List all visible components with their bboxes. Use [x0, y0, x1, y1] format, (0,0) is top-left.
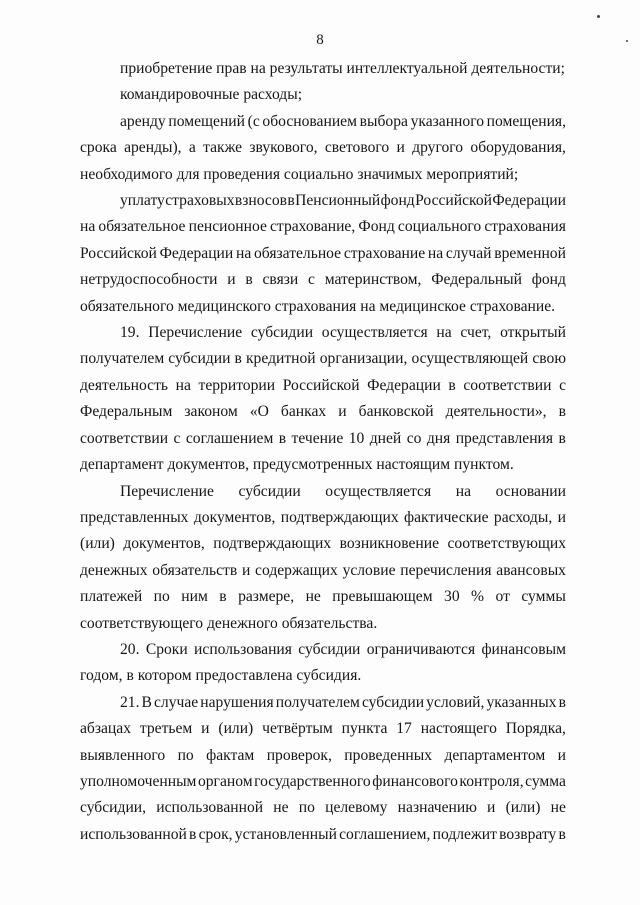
word: документов, — [193, 508, 276, 526]
word: в — [448, 376, 456, 394]
word: срок, — [198, 825, 233, 843]
word: денежных — [80, 561, 148, 579]
word: случай — [445, 244, 492, 262]
word: в — [558, 693, 566, 711]
word: осуществляется — [321, 324, 428, 342]
word: указанных — [486, 693, 557, 711]
word: возникновение — [339, 535, 440, 553]
text-line — [80, 822, 566, 848]
word: проверок, — [266, 746, 332, 764]
word: помещения, — [486, 112, 566, 130]
text-line: соответствующего денежного обязательства. — [80, 614, 378, 632]
word: Федеральный — [431, 271, 523, 289]
word: представления — [455, 429, 554, 447]
word: Перечисление — [120, 482, 214, 500]
word: третьем — [139, 720, 193, 738]
word: связи — [262, 271, 299, 289]
word: Федерации — [159, 244, 234, 262]
word: по — [177, 746, 194, 764]
word: Федерации — [492, 192, 566, 210]
word: Порядка, — [505, 720, 566, 738]
word: взносов — [234, 192, 287, 210]
word: фонд — [531, 271, 566, 289]
word: материнством, — [324, 271, 422, 289]
scan-speck — [597, 15, 600, 18]
word: ним — [181, 588, 208, 606]
text-line — [80, 346, 566, 372]
word: расходы, — [493, 508, 553, 526]
word: в — [189, 825, 197, 843]
word: Российской — [415, 192, 492, 210]
word: дня — [426, 429, 451, 447]
word: получателем — [80, 350, 165, 368]
word: осуществляющей — [411, 350, 529, 368]
text-line: годом, в котором предоставлена субсидия. — [80, 667, 362, 685]
text-line — [80, 690, 566, 716]
word: звукового, — [249, 139, 318, 157]
word: свою — [532, 350, 566, 368]
word: абзацах — [80, 720, 131, 738]
word: на — [80, 218, 96, 236]
word: фактам — [206, 746, 255, 764]
word: Пенсионный — [295, 192, 381, 210]
word: в — [558, 403, 566, 421]
word: открытый — [500, 324, 566, 342]
word: обязательств — [152, 561, 238, 579]
text-line — [80, 479, 566, 505]
word: в — [558, 825, 566, 843]
text-line — [80, 109, 566, 135]
word: с — [308, 271, 315, 289]
scan-speck — [626, 40, 628, 42]
text-line — [80, 584, 566, 610]
word: Федерации — [367, 376, 441, 394]
text-line — [80, 188, 566, 214]
word: фонд — [380, 192, 415, 210]
word: а — [188, 139, 196, 157]
word: (или) — [505, 799, 541, 817]
word: в — [278, 429, 287, 447]
word: Российской — [282, 376, 360, 394]
word: настоящего — [420, 720, 497, 738]
word: срока — [80, 139, 117, 157]
word: субсидии — [298, 640, 361, 658]
word: и — [338, 403, 347, 421]
word: и — [241, 561, 251, 579]
word: также — [203, 139, 243, 157]
word: законом — [184, 403, 238, 421]
text-line: необходимого для проведения социально значимых мероприятий; — [80, 165, 519, 183]
word: и — [396, 139, 405, 157]
word: деятельности», — [445, 403, 547, 421]
word: не — [305, 588, 321, 606]
word: дней — [369, 429, 402, 447]
word: установленный — [234, 825, 337, 843]
word: с — [173, 429, 181, 447]
word: другого — [412, 139, 464, 157]
word: Фонд — [358, 218, 395, 236]
text-line — [80, 399, 566, 425]
word: кредитной — [245, 350, 316, 368]
word: территории — [198, 376, 276, 394]
word: от — [495, 588, 510, 606]
word: оборудования, — [470, 139, 566, 157]
word: на — [436, 324, 452, 342]
word: соответствии — [80, 429, 169, 447]
word: со — [406, 429, 422, 447]
word: превышающем — [332, 588, 433, 606]
word: органом — [197, 772, 253, 790]
word: социального — [397, 218, 482, 236]
word: подтверждающих — [213, 535, 332, 553]
word: и — [557, 508, 566, 526]
word: авансовых — [496, 561, 566, 579]
word: на — [235, 244, 252, 262]
word: (или) — [80, 535, 115, 553]
word: использованной — [156, 799, 264, 817]
word: с — [559, 376, 566, 394]
document-body — [80, 56, 566, 848]
word: «О — [249, 403, 269, 421]
word: на — [455, 482, 472, 500]
text-line — [80, 716, 566, 742]
word: 19. — [120, 324, 140, 342]
word: выявленного — [80, 746, 166, 764]
word: в — [219, 588, 227, 606]
text-line — [80, 241, 566, 267]
word: по — [298, 799, 315, 817]
word: платежей — [80, 588, 143, 606]
word: случае — [154, 693, 199, 711]
word: четвёртым — [262, 720, 333, 738]
word: в — [287, 192, 295, 210]
word: подлежит — [432, 825, 497, 843]
word: выбора — [359, 112, 408, 130]
word: возврату — [499, 825, 557, 843]
word: основании — [495, 482, 566, 500]
text-line: приобретение прав на результаты интеллектуальной деятельности; — [120, 60, 565, 77]
text-line — [80, 267, 566, 293]
word: счет, — [460, 324, 492, 342]
word: Перечисление — [148, 324, 243, 342]
word: страхование, — [270, 218, 356, 236]
word: нетрудоспособности — [80, 271, 218, 289]
word: и — [227, 271, 236, 289]
word: условие — [342, 561, 396, 579]
word: течение — [291, 429, 344, 447]
word: указанного — [410, 112, 485, 130]
word: субсидии, — [80, 799, 147, 817]
word: соглашением, — [339, 825, 431, 843]
word: (с — [247, 112, 260, 130]
text-line — [80, 769, 566, 795]
word: временной — [494, 244, 566, 262]
word: финансовым — [481, 640, 566, 658]
word: контроля, — [459, 772, 524, 790]
word: представленных — [80, 508, 189, 526]
text-line — [80, 558, 566, 584]
word: по — [153, 588, 170, 606]
text-line — [80, 320, 566, 346]
word: размере, — [238, 588, 295, 606]
word: содержащих — [255, 561, 338, 579]
text-line — [80, 637, 566, 663]
word: 20. — [120, 640, 140, 658]
word: страхования — [484, 218, 566, 236]
text-line: департамент документов, предусмотренных настоящим пунктом. — [80, 456, 514, 474]
word: 30 — [444, 588, 460, 606]
word: подтверждающих — [280, 508, 399, 526]
word: на — [175, 376, 191, 394]
text-line: обязательного медицинского страхования на медицинское страхование. — [80, 297, 556, 315]
word: и — [557, 746, 566, 764]
word: аренду — [120, 112, 166, 130]
word: использованной — [80, 825, 187, 843]
word: суммы — [521, 588, 566, 606]
word: субсидии — [168, 350, 231, 368]
word: банках — [280, 403, 327, 421]
word: соответствии — [463, 376, 552, 394]
word: ограничиваются — [366, 640, 476, 658]
word: и — [201, 720, 210, 738]
text-line — [80, 135, 566, 161]
word: 17 — [396, 720, 412, 738]
word: финансового — [372, 772, 458, 790]
word: нарушения — [200, 693, 274, 711]
word: Федеральным — [80, 403, 173, 421]
word: получателем — [275, 693, 360, 711]
word: светового — [324, 139, 390, 157]
word: банковской — [358, 403, 434, 421]
word: аренды), — [124, 139, 182, 157]
word: субсидии — [250, 324, 314, 342]
word: фактические — [404, 508, 489, 526]
text-line — [80, 743, 566, 769]
word: обязательное — [254, 244, 342, 262]
word: В — [141, 693, 152, 711]
text-line — [80, 426, 566, 452]
word: перечисления — [400, 561, 492, 579]
word: назначению — [397, 799, 477, 817]
word: 21. — [120, 693, 140, 711]
word: в — [245, 271, 253, 289]
text-line — [80, 505, 566, 531]
word: департаментом — [444, 746, 546, 764]
word: обязательное — [98, 218, 186, 236]
word: на — [427, 244, 444, 262]
word: сумма — [525, 772, 566, 790]
word: соглашением — [185, 429, 274, 447]
word: использования — [194, 640, 292, 658]
text-line — [80, 214, 566, 240]
word: уплату — [120, 192, 165, 210]
word: страховых — [165, 192, 235, 210]
word: % — [471, 588, 485, 606]
word: условий, — [426, 693, 485, 711]
text-line — [80, 373, 566, 399]
word: Российской — [80, 244, 157, 262]
word: не — [273, 799, 289, 817]
word: пункта — [341, 720, 388, 738]
word: в — [234, 350, 242, 368]
word: проведенных — [344, 746, 433, 764]
page-number: 8 — [316, 32, 324, 48]
word: деятельность — [80, 376, 169, 394]
word: субсидии — [361, 693, 425, 711]
word: в — [558, 429, 566, 447]
word: документов, — [123, 535, 205, 553]
word: субсидии — [238, 482, 301, 500]
text-line: командировочные расходы; — [120, 86, 303, 104]
word: помещений — [168, 112, 245, 130]
word: не — [550, 799, 566, 817]
word: осуществляется — [325, 482, 432, 500]
word: целевому — [325, 799, 388, 817]
word: Сроки — [145, 640, 188, 658]
word: пенсионное — [188, 218, 267, 236]
word: государственного — [254, 772, 371, 790]
word: 10 — [348, 429, 365, 447]
word: обоснованием — [262, 112, 357, 130]
word: соответствующих — [447, 535, 566, 553]
text-line — [80, 795, 566, 821]
word: уполномоченным — [80, 772, 197, 790]
word: и — [487, 799, 496, 817]
word: страхование — [343, 244, 426, 262]
word: организации, — [319, 350, 408, 368]
text-line — [80, 531, 566, 557]
word: (или) — [218, 720, 254, 738]
